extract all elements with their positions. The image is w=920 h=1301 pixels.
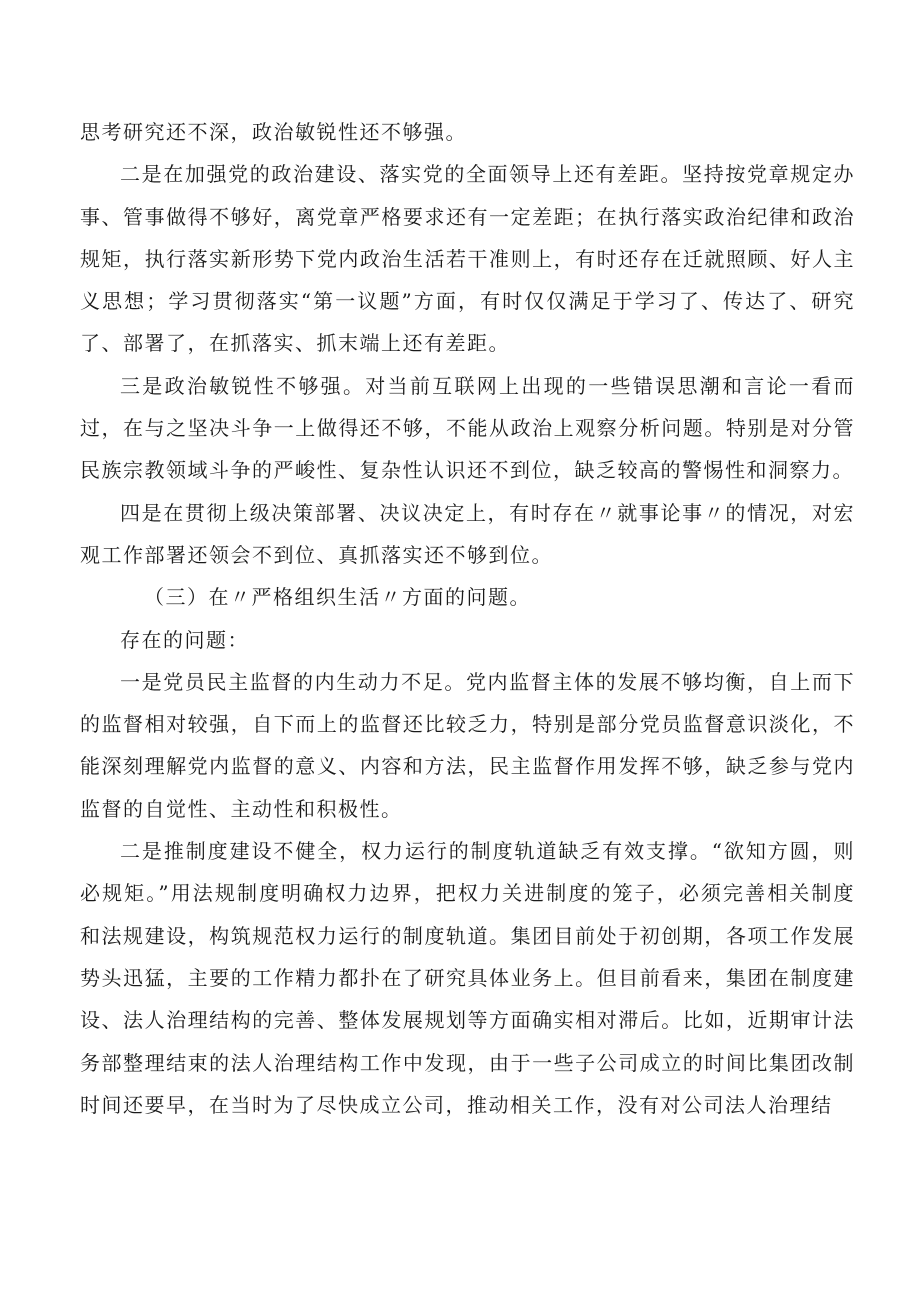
paragraph-party-building: 二是在加强党的政治建设、落实党的全面领导上还有差距。坚持按党章规定办事、管事做得不够好，离党章严格要求还有一定差距；在执行落实政治纪律和政治规矩，执行落实新形势下党内政治生活若干准则上，有时还存在迁就照顾、好人主义思想；学习贯彻落实“第一议题”方面，有时仅仅满足于学习了、传达了、研究了、部署了，在抓落实、抓末端上还有差距。 — [80, 162, 855, 356]
paragraph-political-sensitivity: 三是政治敏锐性不够强。对当前互联网上出现的一些错误思潮和言论一看而过，在与之坚决斗争一上做得还不够，不能从政治上观察分析问题。特别是对分管民族宗教领域斗争的严峻性、复杂性认识还不到位，缺乏较高的警惕性和洞察力。 — [80, 373, 855, 483]
subheading-problems: 存在的问题： — [120, 627, 249, 652]
paragraph-supervision: 一是党员民主监督的内生动力不足。党内监督主体的发展不够均衡，自上而下的监督相对较强，自下而上的监督还比较乏力，特别是部分党员监督意识淡化，不能深刻理解党内监督的意义、内容和方法，民主监督作用发挥不够，缺乏参与党内监督的自觉性、主动性和积极性。 — [80, 669, 855, 821]
paragraph-continuation: 思考研究还不深，政治敏锐性还不够强。 — [80, 120, 467, 144]
document-body — [80, 111, 855, 1126]
paragraph-system-building: 二是推制度建设不健全，权力运行的制度轨道缺乏有效支撑。“欲知方圆，则必规矩。”用法规制度明确权力边界，把权力关进制度的笼子，必须完善相关制度和法规建设，构筑规范权力运行的制度轨道。集团目前处于初创期，各项工作发展势头迅猛，主要的工作精力都扑在了研究具体业务上。但目前看来，集团在制度建设、法人治理结构的完善、整体发展规划等方面确实相对滞后。比如，近期审计法务部整理结束的法人治理结构工作中发现，由于一些子公司成立的时间比集团改制时间还要早，在当时为了尽快成立公司，推动相关工作，没有对公司法人治理结 — [80, 839, 855, 1117]
paragraph-implementation: 四是在贯彻上级决策部署、决议决定上，有时存在〃就事论事〃的情况，对宏观工作部署还领会不到位、真抓落实还不够到位。 — [80, 500, 855, 567]
section-heading: （三）在〃严格组织生活〃方面的问题。 — [144, 585, 531, 610]
